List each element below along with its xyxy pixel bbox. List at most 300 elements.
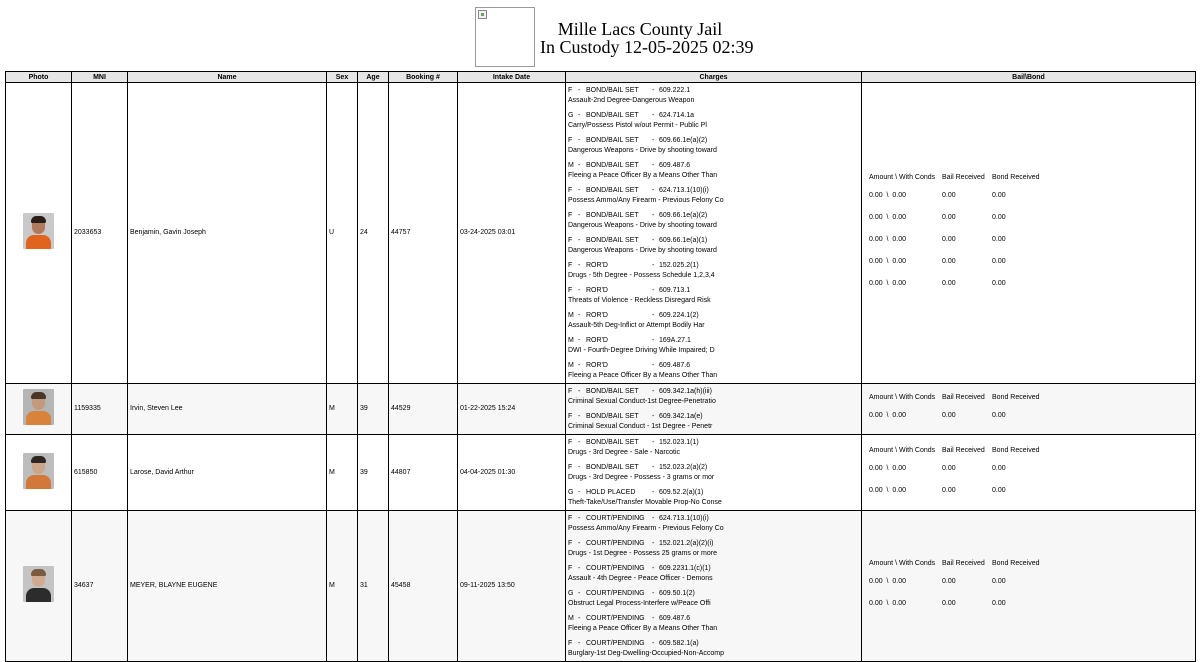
- bail-received: 0.00: [942, 600, 956, 607]
- charge-item: [568, 485, 859, 510]
- bail-received: 0.00: [942, 258, 956, 265]
- inmate-photo[interactable]: [23, 389, 54, 425]
- photo-cell: [6, 511, 72, 662]
- name-cell: [128, 511, 327, 662]
- inmate-row: [6, 384, 1196, 435]
- charge-level: F: [568, 87, 573, 94]
- bail-row: [869, 207, 1193, 229]
- charge-separator: -: [652, 262, 655, 269]
- charge-separator: -: [652, 565, 655, 572]
- charge-level: F: [568, 262, 573, 269]
- page-title: [540, 19, 754, 57]
- name-cell: [128, 435, 327, 511]
- charge-item: [568, 208, 859, 233]
- charge-description: Drugs - 1st Degree - Possess 25 grams or more: [568, 550, 717, 557]
- bail-amount: 0.00: [869, 192, 883, 199]
- bail-with-conds: 0.00: [892, 280, 906, 287]
- charge-separator: -: [652, 388, 655, 395]
- charge-item: [568, 611, 859, 636]
- name-value: Benjamin, Gavin Joseph: [130, 229, 206, 236]
- bail-row: [869, 593, 1193, 615]
- bail-with-conds: 0.00: [892, 236, 906, 243]
- charge-line: [568, 311, 859, 321]
- bond-received-header: Bond Received: [992, 446, 1040, 454]
- charge-separator: -: [652, 87, 655, 94]
- charge-item: [568, 108, 859, 133]
- charge-statute: 152.021.2(a)(2)(i): [659, 540, 714, 547]
- bail-separator: \: [882, 578, 893, 585]
- charge-separator: -: [578, 262, 581, 269]
- charge-separator: -: [578, 489, 581, 496]
- charge-statute: 624.713.1(10)(i): [659, 187, 709, 194]
- charge-separator: -: [578, 212, 581, 219]
- bail-amount-cell: [869, 411, 942, 421]
- inmate-table: [5, 71, 1196, 662]
- booking-cell: [389, 511, 458, 662]
- photo-hair: [31, 456, 46, 463]
- charge-status: ROR'D: [586, 337, 608, 344]
- sex-value: M: [329, 405, 335, 412]
- charge-status: BOND/BAIL SET: [586, 413, 639, 420]
- charge-statute: 169A.27.1: [659, 337, 691, 344]
- column-header-age: Age: [358, 72, 389, 83]
- charge-separator: -: [578, 413, 581, 420]
- charge-status: BOND/BAIL SET: [586, 87, 639, 94]
- charge-separator: -: [652, 112, 655, 119]
- sex-cell: [327, 384, 358, 435]
- bail-received: 0.00: [942, 412, 956, 419]
- inmate-photo[interactable]: [23, 566, 54, 602]
- intake-date-value: 03-24-2025 03:01: [460, 229, 516, 236]
- charge-level: F: [568, 388, 573, 395]
- bail-amount: 0.00: [869, 258, 883, 265]
- bail-bond-cell: [862, 83, 1196, 384]
- charge-description: Carry/Possess Pistol w/out Permit - Public Pl: [568, 122, 707, 129]
- charge-statute: 609.224.1(2): [659, 312, 699, 319]
- charge-description: Criminal Sexual Conduct-1st Degree-Penetratio: [568, 398, 716, 405]
- bond-received: 0.00: [992, 236, 1006, 243]
- charge-status: COURT/PENDING: [586, 515, 645, 522]
- charge-level: F: [568, 413, 573, 420]
- bond-received-header: Bond Received: [992, 560, 1040, 567]
- inmate-row: [6, 511, 1196, 662]
- charge-level: F: [568, 515, 573, 522]
- booking-cell: [389, 384, 458, 435]
- bond-received: 0.00: [992, 412, 1006, 419]
- booking-cell: [389, 83, 458, 384]
- charge-description: Fleeing a Peace Officer By a Means Other Than: [568, 172, 718, 179]
- name-cell: [128, 384, 327, 435]
- charge-item: [568, 384, 859, 409]
- bail-separator: \: [882, 236, 893, 243]
- mni-value: 1159335: [74, 405, 101, 412]
- booking-cell: [389, 435, 458, 511]
- photo-hair: [31, 569, 46, 576]
- charge-separator: -: [578, 640, 581, 647]
- name-value: Irvin, Steven Lee: [130, 405, 183, 412]
- charge-status: BOND/BAIL SET: [586, 137, 639, 144]
- photo-cell: [6, 384, 72, 435]
- charge-description: Assault-5th Deg-Inflict or Attempt Bodily Har: [568, 322, 705, 329]
- charge-status: BOND/BAIL SET: [586, 439, 639, 446]
- charge-level: F: [568, 287, 573, 294]
- bail-row: [869, 458, 1193, 480]
- bail-amount-cell: [869, 577, 942, 587]
- charge-separator: -: [578, 312, 581, 319]
- bail-amount: 0.00: [869, 214, 883, 221]
- bail-separator: \: [882, 600, 893, 607]
- bail-separator: \: [882, 214, 893, 221]
- charge-description: Assault-2nd Degree-Dangerous Weapon: [568, 97, 695, 104]
- charge-statute: 609.487.6: [659, 615, 691, 622]
- charge-line: [568, 286, 859, 296]
- charge-line: [568, 211, 859, 221]
- bail-amount-cell: [869, 235, 942, 245]
- bail-table: [864, 171, 1193, 295]
- charge-line: [568, 361, 859, 371]
- custody-timestamp: In Custody 12-05-2025 02:39: [540, 37, 754, 57]
- charge-separator: -: [578, 565, 581, 572]
- bail-amount-cell: [869, 464, 942, 474]
- charge-level: M: [568, 337, 574, 344]
- charge-description: Fleeing a Peace Officer By a Means Other Than: [568, 625, 718, 632]
- charge-level: M: [568, 162, 574, 169]
- bail-amount: 0.00: [869, 486, 883, 494]
- bail-separator: \: [882, 280, 893, 287]
- charge-separator: -: [578, 137, 581, 144]
- column-header-name: Name: [128, 72, 327, 83]
- bail-with-conds: 0.00: [892, 192, 906, 199]
- charge-level: F: [568, 137, 573, 144]
- charge-line: [568, 412, 859, 422]
- bail-received: 0.00: [942, 486, 956, 494]
- charge-description: Dangerous Weapons - Drive by shooting toward: [568, 247, 717, 254]
- charge-line: [568, 261, 859, 271]
- charge-item: [568, 258, 859, 283]
- charge-separator: -: [652, 615, 655, 622]
- charge-separator: -: [652, 137, 655, 144]
- charge-item: [568, 511, 859, 536]
- charge-separator: -: [578, 87, 581, 94]
- intake-date-value: 04-04-2025 01:30: [460, 468, 516, 476]
- charge-line: [568, 111, 859, 121]
- charge-item: [568, 586, 859, 611]
- bail-row: [869, 480, 1193, 502]
- bail-header-row: [869, 444, 1193, 458]
- charge-statute: 609.342.1a(e): [659, 413, 703, 420]
- charge-statute: 609.713.1: [659, 287, 691, 294]
- charge-status: COURT/PENDING: [586, 540, 645, 547]
- sex-cell: [327, 435, 358, 511]
- intake-date-cell: [458, 435, 566, 511]
- bond-received: 0.00: [992, 600, 1006, 607]
- bail-separator: \: [882, 258, 893, 265]
- charge-separator: -: [652, 187, 655, 194]
- bail-received: 0.00: [942, 192, 956, 199]
- age-cell: [358, 83, 389, 384]
- charge-separator: -: [652, 212, 655, 219]
- charge-level: F: [568, 439, 573, 446]
- bail-row: [869, 273, 1193, 295]
- charge-line: [568, 236, 859, 246]
- charge-status: BOND/BAIL SET: [586, 237, 639, 244]
- charge-level: M: [568, 312, 574, 319]
- charge-description: Drugs - 3rd Degree - Possess - 3 grams or mor: [568, 474, 715, 481]
- age-cell: [358, 384, 389, 435]
- bail-amount-header: Amount \ With Conds: [869, 446, 936, 454]
- column-header-charges: Charges: [566, 72, 862, 83]
- bail-amount-cell: [869, 191, 942, 201]
- charge-statute: 152.023.1(1): [659, 439, 699, 446]
- bail-row: [869, 185, 1193, 207]
- bond-received-header: Bond Received: [992, 394, 1040, 401]
- charge-statute: 609.66.1e(a)(2): [659, 137, 708, 144]
- charge-level: F: [568, 237, 573, 244]
- age-value: 39: [360, 468, 368, 476]
- charge-status: BOND/BAIL SET: [586, 112, 639, 119]
- bail-with-conds: 0.00: [892, 464, 906, 472]
- charge-status: COURT/PENDING: [586, 640, 645, 647]
- charge-item: [568, 460, 859, 485]
- bail-amount-cell: [869, 486, 942, 496]
- charge-separator: -: [578, 388, 581, 395]
- intake-date-cell: [458, 83, 566, 384]
- mni-cell: [72, 384, 128, 435]
- charge-status: ROR'D: [586, 262, 608, 269]
- charge-separator: -: [578, 439, 581, 446]
- bail-separator: \: [882, 412, 893, 419]
- bail-received-header: Bail Received: [942, 394, 985, 401]
- bail-received: 0.00: [942, 236, 956, 243]
- bail-amount: 0.00: [869, 464, 883, 472]
- charge-separator: -: [652, 162, 655, 169]
- charge-description: Possess Ammo/Any Firearm - Previous Felony Co: [568, 197, 724, 204]
- bond-received: 0.00: [992, 280, 1006, 287]
- bond-received: 0.00: [992, 192, 1006, 199]
- photo-hair: [31, 392, 46, 399]
- charge-item: [568, 283, 859, 308]
- age-value: 24: [360, 229, 368, 236]
- charge-statute: 609.66.1e(a)(2): [659, 212, 708, 219]
- charge-statute: 609.222.1: [659, 87, 691, 94]
- charge-separator: -: [578, 162, 581, 169]
- charge-separator: -: [652, 413, 655, 420]
- charge-status: COURT/PENDING: [586, 615, 645, 622]
- booking-value: 44757: [391, 229, 411, 236]
- bail-received-header: Bail Received: [942, 446, 985, 454]
- charge-level: G: [568, 112, 574, 119]
- bail-amount: 0.00: [869, 412, 883, 419]
- charge-status: ROR'D: [586, 362, 608, 369]
- charge-item: [568, 561, 859, 586]
- charge-description: Assault - 4th Degree - Peace Officer - Demons: [568, 575, 713, 582]
- sex-cell: [327, 511, 358, 662]
- bail-header-row: [869, 391, 1193, 405]
- charge-level: F: [568, 464, 573, 471]
- charge-line: [568, 463, 859, 473]
- bail-with-conds: 0.00: [892, 258, 906, 265]
- charge-item: [568, 435, 859, 460]
- bail-amount-cell: [869, 279, 942, 289]
- charge-separator: -: [652, 337, 655, 344]
- charge-line: [568, 564, 859, 574]
- charge-level: G: [568, 489, 574, 496]
- charges-cell: [566, 384, 862, 435]
- bail-separator: \: [882, 192, 893, 199]
- charge-status: BOND/BAIL SET: [586, 162, 639, 169]
- mni-value: 2033653: [74, 229, 102, 236]
- charge-statute: 624.713.1(10)(i): [659, 515, 709, 522]
- charge-level: G: [568, 590, 574, 597]
- charge-description: DWI - Fourth-Degree Driving While Impaired; D: [568, 347, 715, 354]
- county-logo-image: [475, 7, 535, 67]
- charge-status: BOND/BAIL SET: [586, 187, 639, 194]
- bail-received-header: Bail Received: [942, 174, 985, 181]
- intake-date-value: 01-22-2025 15:24: [460, 405, 516, 412]
- bail-amount: 0.00: [869, 578, 883, 585]
- charges-cell: [566, 435, 862, 511]
- name-cell: [128, 83, 327, 384]
- bail-amount: 0.00: [869, 280, 883, 287]
- inmate-photo[interactable]: [23, 453, 54, 489]
- charge-level: M: [568, 615, 574, 622]
- charge-status: BOND/BAIL SET: [586, 212, 639, 219]
- charge-line: [568, 186, 859, 196]
- bail-amount-header: Amount \ With Conds: [869, 560, 936, 567]
- charge-line: [568, 86, 859, 96]
- charge-separator: -: [652, 464, 655, 471]
- charge-statute: 152.025.2(1): [659, 262, 699, 269]
- page-header: [0, 0, 1200, 70]
- inmate-photo[interactable]: [23, 213, 54, 249]
- charge-line: [568, 336, 859, 346]
- bail-table: [864, 391, 1193, 427]
- charge-separator: -: [652, 237, 655, 244]
- charge-status: BOND/BAIL SET: [586, 388, 639, 395]
- table-header-row: [6, 72, 1196, 83]
- bail-with-conds: 0.00: [892, 214, 906, 221]
- charge-item: [568, 308, 859, 333]
- charges-cell: [566, 511, 862, 662]
- charge-statute: 609.487.6: [659, 162, 691, 169]
- charge-description: Theft-Take/Use/Transfer Movable Prop-No Conse: [568, 499, 722, 506]
- charge-description: Fleeing a Peace Officer By a Means Other Than: [568, 372, 718, 379]
- bail-amount: 0.00: [869, 600, 883, 607]
- charge-item: [568, 333, 859, 358]
- bail-amount-cell: [869, 257, 942, 267]
- charge-separator: -: [578, 590, 581, 597]
- name-value: MEYER, BLAYNE EUGENE: [130, 582, 218, 589]
- charge-line: [568, 639, 859, 649]
- charge-statute: 609.2231.1(c)(1): [659, 565, 711, 572]
- charge-item: [568, 158, 859, 183]
- bail-received: 0.00: [942, 280, 956, 287]
- charge-statute: 609.342.1a(h)(iii): [659, 388, 712, 395]
- booking-value: 45458: [391, 582, 411, 589]
- charge-line: [568, 438, 859, 448]
- charge-separator: -: [578, 540, 581, 547]
- bail-amount-cell: [869, 599, 942, 609]
- bail-with-conds: 0.00: [892, 486, 906, 494]
- charge-description: Threats of Violence - Reckless Disregard Risk: [568, 297, 711, 304]
- charge-description: Possess Ammo/Any Firearm - Previous Felony Co: [568, 525, 724, 532]
- bond-received: 0.00: [992, 464, 1006, 472]
- column-header-intake-date: Intake Date: [458, 72, 566, 83]
- charge-item: [568, 183, 859, 208]
- charge-level: F: [568, 565, 573, 572]
- name-value: Larose, David Arthur: [130, 468, 194, 476]
- charge-item: [568, 233, 859, 258]
- charge-line: [568, 514, 859, 524]
- charge-separator: -: [578, 287, 581, 294]
- charge-item: [568, 83, 859, 108]
- charge-description: Dangerous Weapons - Drive by shooting toward: [568, 147, 717, 154]
- jail-name: Mille Lacs County Jail: [557, 19, 723, 39]
- bail-separator: \: [882, 486, 893, 494]
- mni-cell: [72, 435, 128, 511]
- column-header-sex: Sex: [327, 72, 358, 83]
- bail-received: 0.00: [942, 578, 956, 585]
- charge-line: [568, 161, 859, 171]
- charge-statute: 609.487.6: [659, 362, 691, 369]
- intake-date-cell: [458, 511, 566, 662]
- charge-line: [568, 136, 859, 146]
- bail-amount-header: Amount \ With Conds: [869, 174, 936, 181]
- photo-cell: [6, 435, 72, 511]
- charge-status: HOLD PLACED: [586, 489, 636, 496]
- sex-value: M: [329, 468, 335, 476]
- charge-separator: -: [652, 590, 655, 597]
- charge-status: ROR'D: [586, 287, 608, 294]
- bail-with-conds: 0.00: [892, 412, 906, 419]
- bond-received: 0.00: [992, 486, 1006, 494]
- photo-cell: [6, 83, 72, 384]
- charge-status: COURT/PENDING: [586, 590, 645, 597]
- bail-separator: \: [882, 464, 893, 472]
- mni-cell: [72, 511, 128, 662]
- photo-body: [26, 475, 51, 489]
- inmate-row: [6, 83, 1196, 384]
- bail-received: 0.00: [942, 464, 956, 472]
- charge-separator: -: [578, 464, 581, 471]
- charge-level: M: [568, 362, 574, 369]
- charge-item: [568, 133, 859, 158]
- charge-line: [568, 539, 859, 549]
- mni-value: 34637: [74, 582, 94, 589]
- bail-amount: 0.00: [869, 236, 883, 243]
- charge-item: [568, 358, 859, 383]
- intake-date-cell: [458, 384, 566, 435]
- charge-separator: -: [578, 337, 581, 344]
- charge-description: Criminal Sexual Conduct - 1st Degree - Penetr: [568, 423, 713, 430]
- charge-separator: -: [652, 515, 655, 522]
- charge-separator: -: [652, 640, 655, 647]
- charge-status: COURT/PENDING: [586, 565, 645, 572]
- sex-cell: [327, 83, 358, 384]
- bail-row: [869, 229, 1193, 251]
- photo-body: [26, 411, 51, 425]
- bail-received-header: Bail Received: [942, 560, 985, 567]
- charge-statute: 609.582.1(a): [659, 640, 699, 647]
- charge-separator: -: [578, 362, 581, 369]
- charge-statute: 609.50.1(2): [659, 590, 695, 597]
- charge-item: [568, 636, 859, 661]
- charge-description: Burglary-1st Deg-Dwelling-Occupied-Non-Accomp: [568, 650, 724, 657]
- charge-level: F: [568, 540, 573, 547]
- age-cell: [358, 435, 389, 511]
- column-header-bail-bond: Bail\Bond: [862, 72, 1196, 83]
- charge-line: [568, 387, 859, 397]
